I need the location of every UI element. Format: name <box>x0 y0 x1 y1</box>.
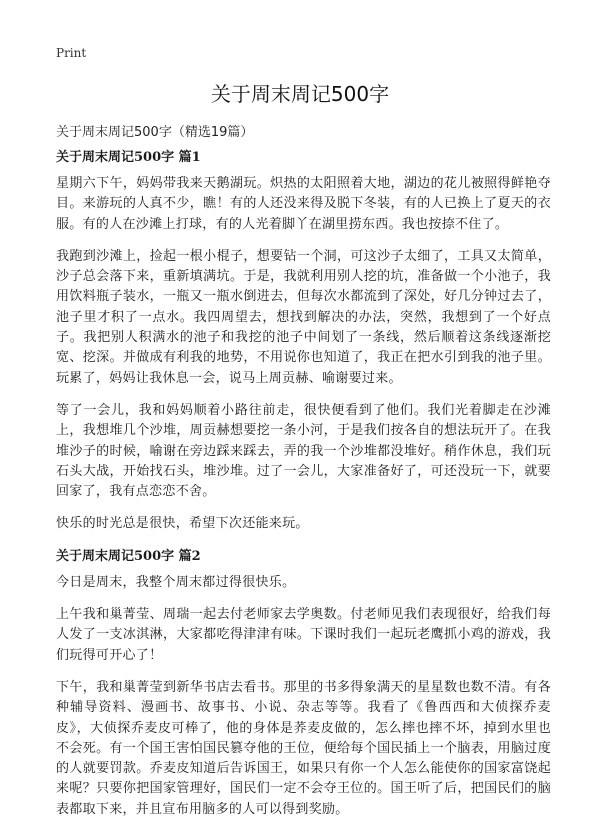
paragraph: 快乐的时光总是很快，希望下次还能来玩。 <box>56 516 309 532</box>
article-content <box>56 148 551 832</box>
page-title: 关于周末周记500字 <box>210 82 390 106</box>
paragraph: 星期六下午，妈妈带我来天鹅湖玩。炽热的太阳照着大地，湖边的花儿被照得鲜艳夺目。来游玩的人真不少，瞧！有的人还没来得及脱下冬装，有的人已换上了夏天的衣服。有的人在沙滩上打球，有的人光着脚丫在湖里捞东西。我也按捺不住了。 <box>56 176 551 232</box>
paragraph: 今日是周末，我整个周末都过得很快乐。 <box>56 574 296 590</box>
print-link[interactable]: Print <box>56 46 87 60</box>
section-heading: 关于周末周记500字 篇1 <box>56 150 201 165</box>
paragraph: 下午，我和巢菁莹到新华书店去看书。那里的书多得象满天的星星数也数不清。有各种辅导资料、漫画书、故事书、小说、杂志等等。我看了《鲁西西和大侦探乔麦皮》，大侦探乔麦皮可棒了，他的身体是荞麦皮做的，怎么摔也摔不坏，掉到水里也不会死。有一个国王害怕国民篡夺他的王位，便给每个国民插上一个脑表，用脑过度的人就要罚款。乔麦皮知道后告诉国王，如果只有你一个人怎么能使你的国家富饶起来呢？只要你把国家管理好，国民们一定不会夺王位的。国王听了后，把国民们的脑表都取下来，并且宣布用脑多的人可以得到奖励。 <box>56 679 551 817</box>
paragraph: 我跑到沙滩上，捡起一根小棍子，想要钻一个洞，可这沙子太细了，工具又太简单，沙子总会落下来，重新填满坑。于是，我就利用别人挖的坑，准备做一个小池子，我用饮料瓶子装水，一瓶又一瓶水倒进去，但每次水都流到了深处，好几分钟过去了，池子里才积了一点水。我四周望去，想找到解决的办法，突然，我想到了一个好点子。我把别人积满水的池子和我挖的池子中间划了一条线，然后顺着这条线逐渐挖宽、挖深。并做成有利我的地势，不用说你也知道了，我正在把水引到我的池子里。玩累了，妈妈让我休息一会，说马上周贡赫、喻谢要过来。 <box>56 248 551 386</box>
page-subtitle: 关于周末周记500字（精选19篇） <box>56 125 254 140</box>
section-heading: 关于周末周记500字 篇2 <box>56 548 201 564</box>
paragraph: 等了一会儿，我和妈妈顺着小路往前走，很快便看到了他们。我们光着脚走在沙滩上，我想堆几个沙堆，周贡赫想要挖一条小河，于是我们按各自的想法玩开了。在我堆沙子的时候，喻谢在旁边踩来踩去，弄的我一个沙堆都没堆好。稍作休息，我们玩石头大战，开始找石头，堆沙堆。过了一会儿，大家准备好了，可还没玩一下，就要回家了，我有点恋恋不舍。 <box>56 402 551 500</box>
paragraph: 上午我和巢菁莹、周瑞一起去付老师家去学奥数。付老师见我们表现很好，给我们每人发了一支冰淇淋，大家都吃得津津有味。下课时我们一起玩老鹰抓小鸡的游戏，我们玩得可开心了！ <box>56 607 551 663</box>
